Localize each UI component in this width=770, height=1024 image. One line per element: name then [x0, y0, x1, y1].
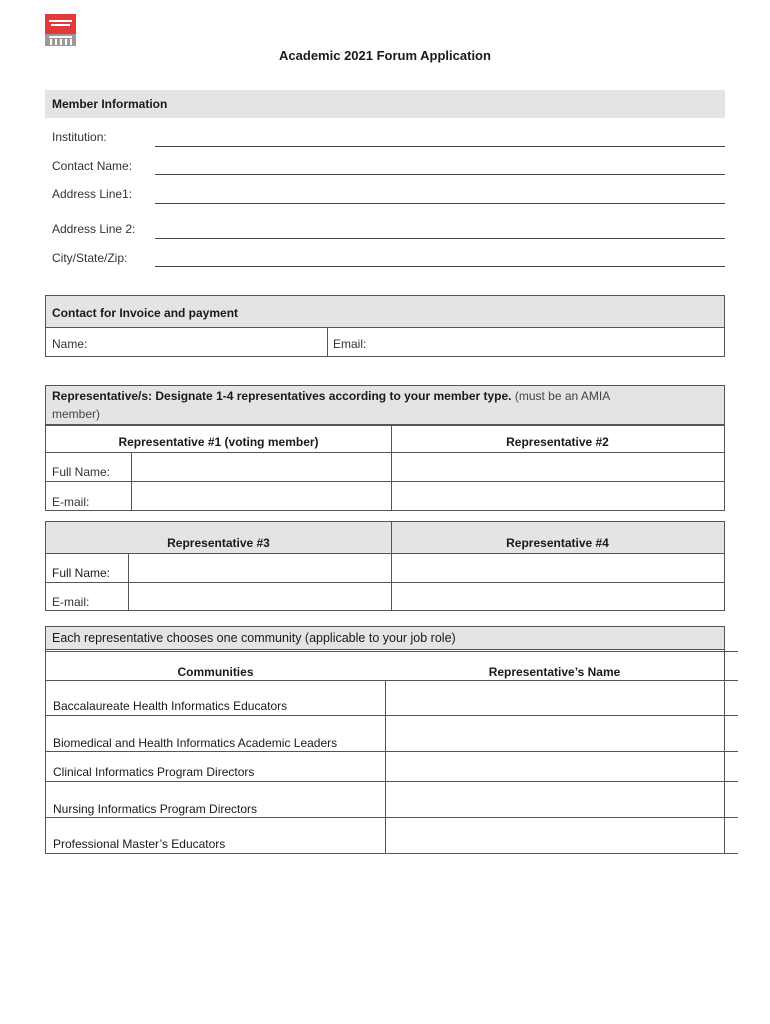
address-line1-field[interactable]	[155, 203, 725, 204]
institution-field[interactable]	[155, 146, 725, 147]
community-rep-name-field[interactable]	[386, 818, 723, 853]
rep2-email-field[interactable]	[392, 482, 723, 510]
rep4-header: Representative #4	[506, 536, 609, 550]
invoice-email-field[interactable]	[376, 328, 722, 356]
communities-column-header: Communities	[177, 665, 254, 679]
invoice-heading: Contact for Invoice and payment	[52, 306, 239, 320]
rep-name-column-header: Representative’s Name	[488, 665, 621, 679]
community-rep-name-field[interactable]	[386, 716, 723, 751]
address-line1-label: Address Line1:	[52, 187, 133, 201]
rep1-header: Representative #1 (voting member)	[118, 435, 319, 449]
community-item: Clinical Informatics Program Directors	[53, 765, 255, 779]
representatives-heading-note: member)	[52, 407, 101, 421]
community-item: Baccalaureate Health Informatics Educators	[53, 699, 288, 713]
rep1-email-field[interactable]	[132, 482, 390, 510]
rep4-email-field[interactable]	[392, 583, 723, 610]
rep3-email-field[interactable]	[129, 583, 390, 610]
invoice-contact-table	[45, 295, 725, 357]
representatives-header	[46, 386, 724, 424]
representatives-table-2	[45, 521, 725, 611]
rep1-full-name-field[interactable]	[132, 453, 390, 481]
communities-header	[45, 626, 725, 650]
community-item: Professional Master’s Educators	[53, 837, 226, 851]
city-state-zip-label: City/State/Zip:	[52, 251, 128, 265]
invoice-header	[46, 296, 724, 327]
rep3-email-label: E-mail:	[52, 595, 90, 609]
rep1-full-name-label: Full Name:	[52, 465, 111, 479]
representatives-heading: Representative/s: Designate 1-4 representatives according to your member type. (must be an AMIA	[52, 389, 611, 403]
academic-forum-logo	[45, 14, 76, 46]
invoice-name-field[interactable]	[106, 328, 326, 356]
rep2-header: Representative #2	[506, 435, 609, 449]
address-line2-label: Address Line 2:	[52, 222, 136, 236]
rep1-email-label: E-mail:	[52, 495, 90, 509]
contact-name-field[interactable]	[155, 174, 725, 175]
communities-heading: Each representative chooses one community (applicable to your job role)	[52, 631, 456, 645]
city-state-zip-field[interactable]	[155, 266, 725, 267]
rep2-full-name-field[interactable]	[392, 453, 723, 481]
member-information-header	[45, 90, 725, 118]
contact-name-label: Contact Name:	[52, 159, 133, 173]
institution-label: Institution:	[52, 130, 107, 144]
member-information-heading: Member Information	[52, 97, 168, 111]
rep3-full-name-field[interactable]	[129, 554, 390, 582]
representatives-table-1	[45, 385, 725, 511]
rep3-full-name-label: Full Name:	[52, 566, 111, 580]
invoice-name-label: Name:	[52, 337, 88, 351]
community-rep-name-field[interactable]	[386, 752, 723, 781]
invoice-email-label: Email:	[333, 337, 367, 351]
rep3-header: Representative #3	[167, 536, 270, 550]
communities-table	[45, 650, 725, 854]
community-item: Nursing Informatics Program Directors	[53, 802, 258, 816]
community-rep-name-field[interactable]	[386, 681, 723, 715]
page-title: Academic 2021 Forum Application	[279, 48, 491, 63]
rep4-full-name-field[interactable]	[392, 554, 723, 582]
address-line2-field[interactable]	[155, 238, 725, 239]
community-item: Biomedical and Health Informatics Academic Leaders	[53, 736, 338, 750]
community-rep-name-field[interactable]	[386, 782, 723, 817]
